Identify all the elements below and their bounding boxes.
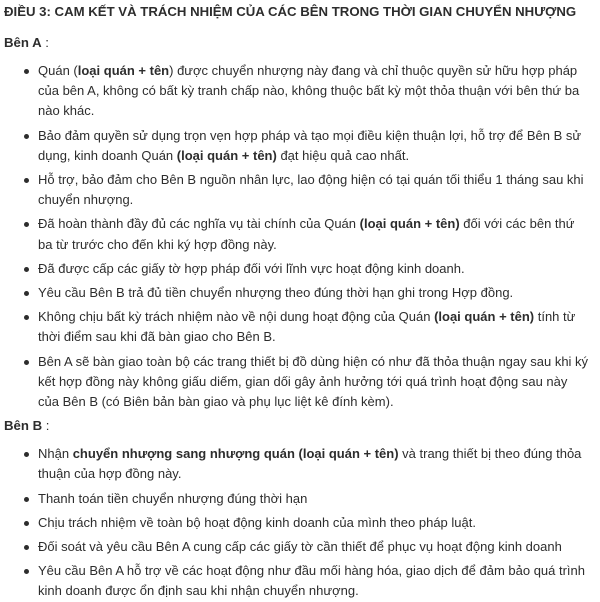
item-bold-text: (loại quán + tên) [176,147,277,163]
item-text: Đối soát và yêu cầu Bên A cung cấp các giấy tờ cần thiết để phục vụ hoạt động kinh doanh [38,539,562,555]
list-item [4,214,596,254]
item-bold-text: (loại quán + tên) [434,309,535,325]
party-a-label [4,33,596,53]
item-text: Nhận [38,446,73,462]
item-text: Chịu trách nhiệm về toàn bộ hoạt động kinh doanh của mình theo pháp luật. [38,514,476,530]
article-heading: ĐIỀU 3: CAM KẾT VÀ TRÁCH NHIỆM CỦA CÁC BÊN TRONG THỜI GIAN CHUYỂN NHƯỢNG [4,4,577,19]
item-bold-text: loại quán + tên [77,63,170,78]
item-text: Quán ( [38,63,78,78]
list-item [4,170,596,210]
list-item [4,444,596,484]
item-bold-text: chuyển nhượng sang nhượng quán (loại quán + tên) [72,446,399,462]
party-b-colon: : [42,418,50,434]
party-a-colon: : [41,35,49,50]
list-item [4,126,596,166]
party-b-label [4,416,596,436]
list-item [4,283,596,303]
item-text: và trang thiết bị theo đúng thỏa thuận của hợp đồng này. [38,446,582,482]
list-item [4,561,596,601]
item-text: Đã được cấp các giấy tờ hợp pháp đối với lĩnh vực hoạt động kinh doanh. [38,260,465,276]
list-item [4,61,596,122]
item-text: tính từ thời điểm sau khi đã bàn giao cho Bên B. [38,309,576,345]
party-b-name: Bên B [4,418,43,434]
list-item [4,307,596,347]
item-text: đối với các bên thứ ba từ trước cho đến khi ký hợp đồng này. [38,216,575,252]
list-item [4,489,596,509]
party-a-list [4,61,596,412]
item-text: đạt hiệu quả cao nhất. [276,147,410,163]
item-bold-text: (loại quán + tên) [359,216,460,232]
list-item [4,537,596,557]
item-text: Hỗ trợ, bảo đảm cho Bên B nguồn nhân lực, lao động hiện có tại quán tối thiểu 1 tháng sau khi chuyển nhượng. [38,172,584,208]
item-text: Yêu cầu Bên A hỗ trợ về các hoạt động như đầu mối hàng hóa, giao dịch để đảm bảo quá trình kinh doanh được ổn định sau khi nhận chuyển nhượng. [38,563,586,599]
list-item [4,259,596,279]
item-text: Bảo đảm quyền sử dụng trọn vẹn hợp pháp và tạo mọi điều kiện thuận lợi, hỗ trợ để Bên B sử dụng, kinh doanh Quán [38,127,582,163]
party-b-list [4,444,596,601]
list-item [4,352,596,413]
party-a-name: Bên A [4,35,42,50]
item-text: Thanh toán tiền chuyển nhượng đúng thời hạn [38,490,308,506]
item-text: Đã hoàn thành đầy đủ các nghĩa vụ tài chính của Quán [38,216,360,232]
item-text: Không chịu bất kỳ trách nhiệm nào về nội dung hoạt động của Quán [38,309,435,325]
item-text: ) được chuyển nhượng này đang và chỉ thuộc quyền sử hữu hợp pháp của bên A, không có bất kỳ tranh chấp nào, không thuộc bất kỳ một thỏa thuận với bên thứ ba nào khác. [38,63,580,119]
item-text: Yêu cầu Bên B trả đủ tiền chuyển nhượng theo đúng thời hạn ghi trong Hợp đồng. [38,285,514,301]
list-item [4,513,596,533]
item-text: Bên A sẽ bàn giao toàn bộ các trang thiết bị đồ dùng hiện có như đã thỏa thuận ngay sau khi ký kết hợp đồng này không giấu diếm, gian dối gây ảnh hưởng tới quá trình hoạt động sau này của Bên B (có Biên bản bàn giao và phụ lục liệt kê đính kèm). [38,353,589,410]
